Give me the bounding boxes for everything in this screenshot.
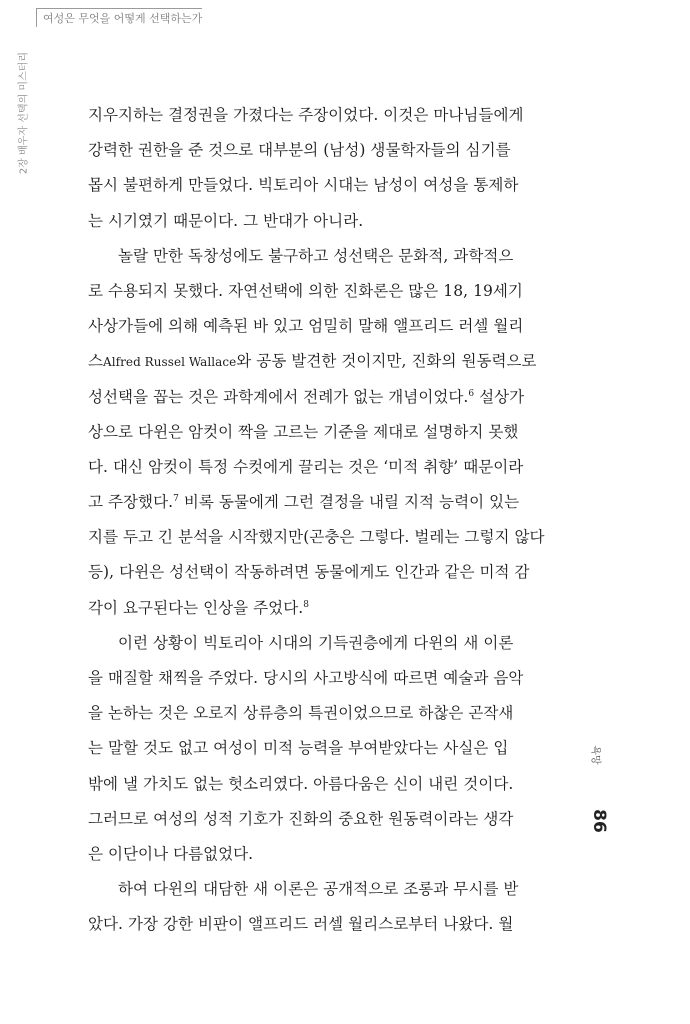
section-side-label [590,725,604,785]
text-line: 을 매질할 채찍을 주었다. 당시의 사고방식에 따르면 예술과 음악 [88,669,524,687]
running-head: 여성은 무엇을 어떻게 선택하는가 [36,8,202,27]
chapter-side-text: 2장 배우자 선택의 미스터리 [18,51,30,174]
text-line: 았다. 가장 강한 비판이 앨프리드 러셀 월리스로부터 나왔다. 월 [88,915,514,934]
section-side-text: 욕망 [589,745,601,765]
page-number-text: 86 [589,809,609,833]
paragraph-start-line: 이런 상황이 빅토리아 시대의 기득권층에게 다윈의 새 이론 [118,633,514,652]
text-span: 스 [88,352,104,371]
text-span: 비록 동물에게 그런 결정을 내릴 지적 능력이 있는 [178,493,520,512]
footnote-ref: 6 [468,388,475,399]
text-line: 로 수용되지 못했다. 자연선택에 의한 진화론은 많은 18, 19세기 [88,281,523,300]
text-line: 는 말할 것도 없고 여성이 미적 능력을 부여받았다는 사실은 입 [88,739,509,758]
text-span: 성선택을 꼽는 것은 과학계에서 전례가 없는 개념이었다. [88,387,469,406]
text-line: 지우지하는 결정권을 가졌다는 주장이었다. 이것은 마나님들에게 [88,106,524,124]
text-line [88,344,558,379]
text-line: 는 시기였기 때문이다. 그 반대가 아니라. [88,211,364,230]
text-line: 몹시 불편하게 만들었다. 빅토리아 시대는 남성이 여성을 통제하 [88,176,519,195]
chapter-side-label [14,30,30,195]
text-line [88,380,558,415]
text-line [88,591,558,626]
text-span: 각이 요구된다는 인상을 주었다. [88,598,304,617]
text-line: 지를 두고 긴 분석을 시작했지만(곤충은 그렇다. 벌레는 그렇지 않다 [88,528,545,547]
text-span: 설상가 [474,387,525,406]
footnote-ref: 7 [173,494,179,505]
text-line: 그러므로 여성의 성적 기호가 진화의 중요한 원동력이라는 생각 [88,809,514,828]
text-line [88,485,558,520]
footnote-ref: 8 [303,599,309,610]
text-line: 은 이단이나 다름없었다. [88,844,254,863]
text-line: 강력한 권한을 준 것으로 대부분의 (남성) 생물학자들의 심기를 [88,141,511,160]
page-number [586,808,612,834]
text-line: 등), 다윈은 성선택이 작동하려면 동물에게도 인간과 같은 미적 감 [88,563,530,582]
text-line: 사상가들에 의해 예측된 바 있고 엄밀히 말해 앨프리드 러셀 월리 [88,317,524,336]
text-span: 고 주장했다. [88,493,174,512]
paragraph-start-line: 하여 다윈의 대담한 새 이론은 공개적으로 조롱과 무시를 받 [118,880,519,899]
paragraph-start-line: 놀랄 만한 독창성에도 불구하고 성선택은 문화적, 과학적으 [118,246,514,265]
text-line: 을 논하는 것은 오로지 상류층의 특권이었으므로 하찮은 곤작새 [88,704,514,723]
text-span: 와 공동 발견한 것이지만, 진화의 원동력으로 [236,352,537,371]
text-line: 밖에 낼 가치도 없는 헛소리였다. 아름다움은 신이 내린 것이다. [88,774,514,793]
body-text [88,98,558,943]
text-line: 상으로 다윈은 암컷이 짝을 고르는 기준을 제대로 설명하지 못했 [88,422,519,441]
latin-name: Alfred Russel Wallace [103,355,237,370]
text-line: 다. 대신 암컷이 특정 수컷에게 끌리는 것은 ‘미적 취향’ 때문이라 [88,457,524,476]
